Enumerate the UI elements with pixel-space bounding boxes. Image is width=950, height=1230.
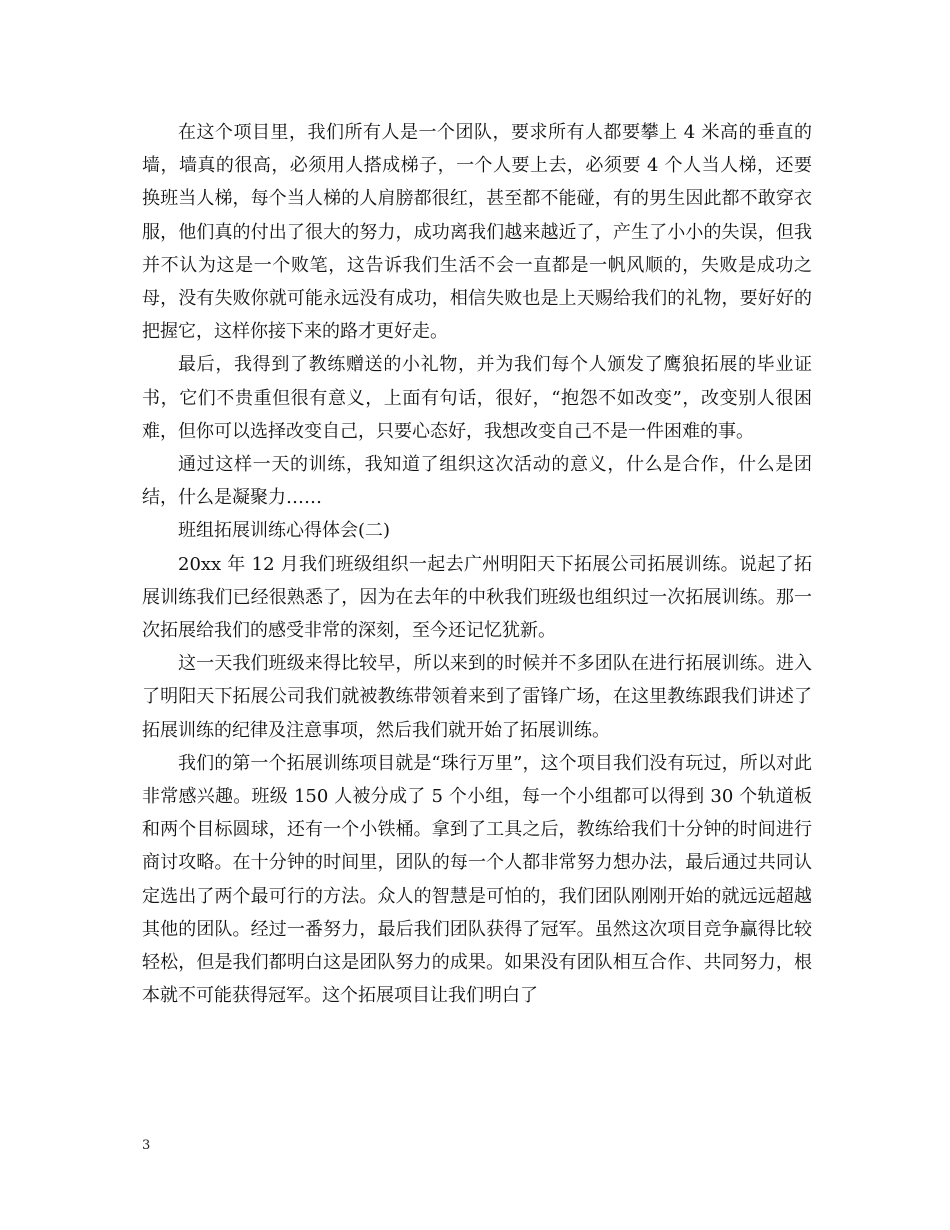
paragraph-training-meaning: 通过这样一天的训练，我知道了组织这次活动的意义，什么是合作，什么是团结，什么是凝聚力…… xyxy=(142,454,812,509)
paragraph-gift-certificate: 最后，我得到了教练赠送的小礼物，并为我们每个人颁发了鹰狼拓展的毕业证书，它们不贵重但很有意义，上面有句话，很好，“抱怨不如改变”，改变别人很困难，但你可以选择改变自己，只要心态好，我想改变自己不是一件困难的事。 xyxy=(142,354,812,442)
paragraph-wall-climb: 在这个项目里，我们所有人是一个团队，要求所有人都要攀上 4 米高的垂直的墙，墙真的很高，必须用人搭成梯子，一个人要上去，必须要 4 个人当人梯，还要换班当人梯，每个当人梯的人肩膀都很红，甚至都不能碰，有的男生因此都不敢穿衣服，他们真的付出了很大的努力，成功离我们越来越近了，产生了小小的失误，但我并不认为这是一个败笔，这告诉我们生活不会一直都是一帆风顺的，失败是成功之母，没有失败你就可能永远没有成功，相信失败也是上天赐给我们的礼物，要好好的把握它，这样你接下来的路才更好走。 xyxy=(142,122,812,343)
section-heading: 班组拓展训练心得体会(二) xyxy=(178,520,391,542)
page-number: 3 xyxy=(142,1138,151,1153)
paragraph-first-project: 我们的第一个拓展训练项目就是“珠行万里”，这个项目我们没有玩过，所以对此非常感兴趣。班级 150 人被分成了 5 个小组，每一个小组都可以得到 30 个轨道板和两个目标圆球，还有一个小铁桶。拿到了工具之后，教练给我们十分钟的时间进行商讨攻略。在十分钟的时间里，团队的每一个人都非常努力想办法，最后通过共同认定选出了两个最可行的方法。众人的智慧是可怕的，我们团队刚刚开始的就远远超越其他的团队。经过一番努力，最后我们团队获得了冠军。虽然这次项目竞争赢得比较轻松，但是我们都明白这是团队努力的成果。如果没有团队相互合作、共同努力，根本就不可能获得冠军。这个拓展项目让我们明白了 xyxy=(142,752,812,1007)
paragraph-arrival: 这一天我们班级来得比较早，所以来到的时候并不多团队在进行拓展训练。进入了明阳天下拓展公司我们就被教练带领着来到了雷锋广场，在这里教练跟我们讲述了拓展训练的纪律及注意事项，然后我们就开始了拓展训练。 xyxy=(142,653,812,741)
document-body xyxy=(142,116,812,1012)
paragraph-december-trip: 20xx 年 12 月我们班级组织一起去广州明阳天下拓展公司拓展训练。说起了拓展训练我们已经很熟悉了，因为在去年的中秋我们班级也组织过一次拓展训练。那一次拓展给我们的感受非常的深刻，至今还记忆犹新。 xyxy=(142,553,812,642)
